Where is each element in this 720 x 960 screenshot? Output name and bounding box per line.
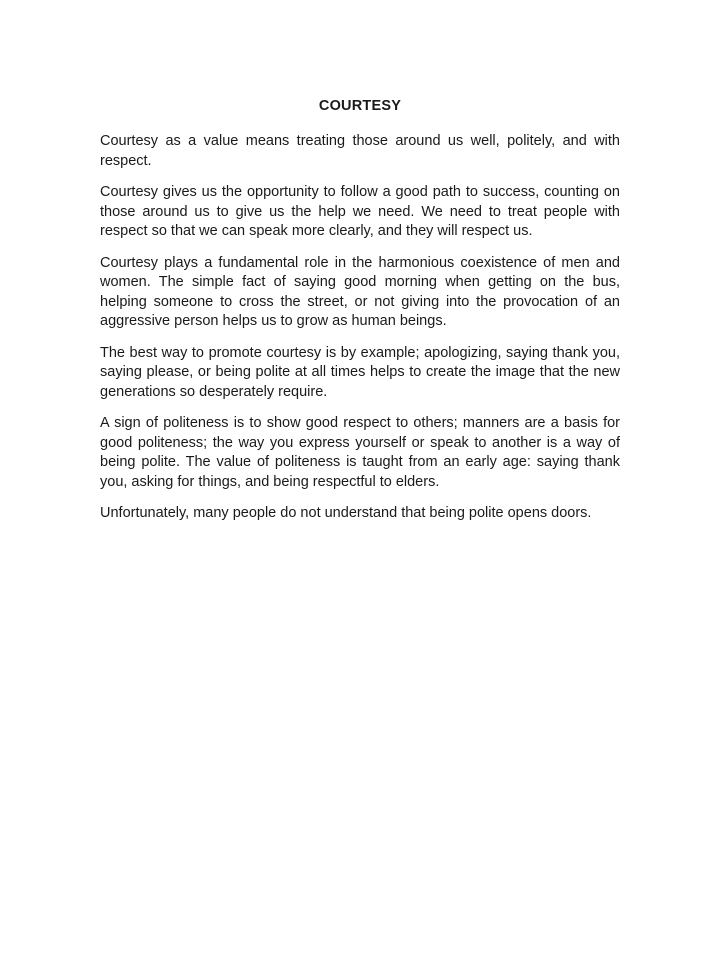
paragraph-5: A sign of politeness is to show good respect to others; manners are a basis for good politeness; the way you express yourself or speak to another is a way of being polite. The value of politeness is taught from an early age: saying thank you, asking for things, and being respectful to elders. [100, 415, 620, 490]
document-body [100, 132, 620, 524]
paragraph-6: Unfortunately, many people do not understand that being polite opens doors. [100, 505, 592, 521]
paragraph-2: Courtesy gives us the opportunity to follow a good path to success, counting on those around us to give us the help we need. We need to treat people with respect so that we can speak more clearly, and they will respect us. [100, 184, 620, 239]
paragraph-3: Courtesy plays a fundamental role in the harmonious coexistence of men and women. The simple fact of saying good morning when getting on the bus, helping someone to cross the street, or not giving into the provocation of an aggressive person helps us to grow as human beings. [100, 254, 620, 329]
paragraph-4: The best way to promote courtesy is by example; apologizing, saying thank you, saying please, or being polite at all times helps to create the image that the new generations so desperately require. [100, 344, 620, 400]
paragraph-1: Courtesy as a value means treating those around us well, politely, and with respect. [100, 133, 620, 169]
document-title: COURTESY [318, 98, 402, 114]
